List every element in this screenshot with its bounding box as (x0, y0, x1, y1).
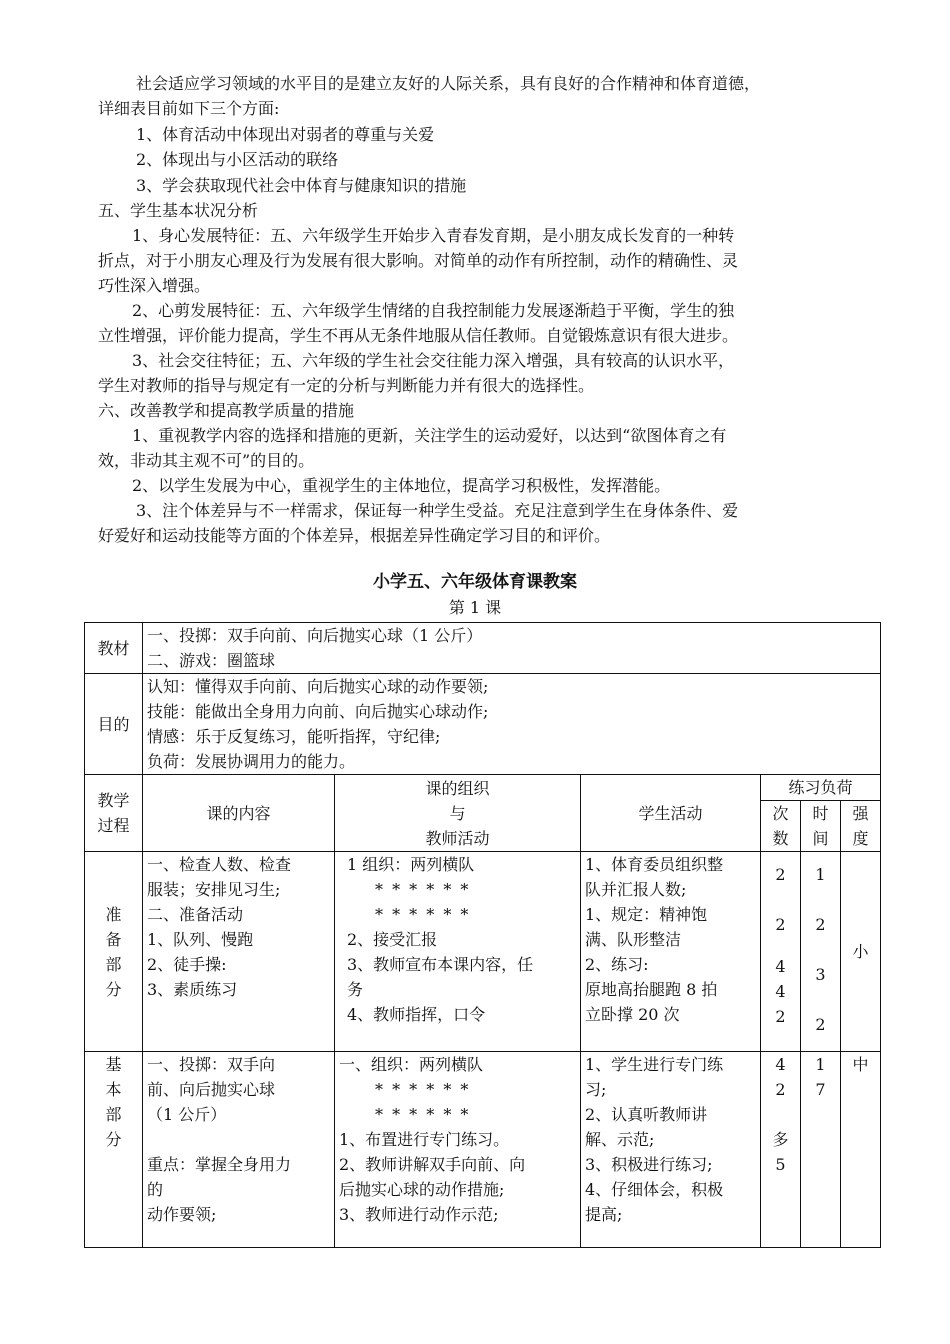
header-process-line: 教学 (97, 791, 130, 810)
material-cell (143, 623, 881, 674)
header-intensity (841, 801, 881, 852)
header-time-line: 间 (812, 829, 829, 848)
prep-count-value: 2 (775, 915, 786, 934)
header-student: 学生活动 (581, 775, 761, 852)
lesson-plan-table (84, 622, 881, 1248)
goal-row (85, 674, 881, 775)
prep-row (85, 852, 881, 1052)
section5-p1-line-1: 1、身心发展特征：五、六年级学生开始步入青春发育期，是小朋友成长发育的一种转 (132, 226, 735, 245)
section5-p2-line-2: 立性增强，评价能力提高，学生不再从无条件地服从信任教师。自觉锻炼意识有很大进步。 (98, 326, 739, 345)
basic-formation-row: * * * * * * (375, 1080, 471, 1099)
basic-count-value: 多 (772, 1130, 789, 1149)
basic-student-line: 习; (585, 1080, 607, 1099)
basic-count-value: 4 (775, 1055, 786, 1074)
goal-line: 情感：乐于反复练习，能听指挥，守纪律; (147, 727, 441, 746)
prep-student-line: 立卧撑 20 次 (585, 1005, 680, 1024)
basic-label-char: 基 (105, 1055, 122, 1074)
prep-student-line: 1、规定：精神饱 (585, 905, 708, 924)
prep-content-line: 2、徒手操: (147, 955, 227, 974)
prep-student-line: 1、体育委员组织整 (585, 855, 724, 874)
header-content: 课的内容 (143, 775, 335, 852)
header-organization-line: 教师活动 (425, 828, 490, 848)
prep-label-char: 分 (105, 979, 122, 999)
basic-student-line: 3、积极进行练习; (585, 1155, 713, 1174)
basic-content (143, 1052, 335, 1248)
prep-student (581, 852, 761, 1052)
prep-content-line: 二、准备活动 (147, 905, 244, 924)
section6-p2-line-1: 2、以学生发展为中心，重视学生的主体地位，提高学习积极性，发挥潜能。 (132, 476, 671, 495)
basic-time (801, 1052, 841, 1248)
prep-time (801, 852, 841, 1052)
header-count-line: 数 (772, 829, 789, 848)
basic-count-value: 5 (775, 1155, 786, 1174)
section6-heading: 六、改善教学和提高教学质量的措施 (98, 401, 355, 420)
header-process (85, 775, 143, 852)
section5-p2-line-1: 2、心剪发展特征：五、六年级学生情绪的自我控制能力发展逐渐趋于平衡，学生的独 (132, 301, 735, 320)
basic-student-line: 提高; (585, 1205, 623, 1224)
prep-content-line: 服装；安排见习生; (147, 880, 281, 899)
prep-org-line: 3、教师宣布本课内容，任 (347, 955, 534, 974)
section5-heading: 五、学生基本状况分析 (98, 201, 259, 220)
section5-p1-line-3: 巧性深入增强。 (98, 276, 211, 295)
basic-org-line: 后抛实心球的动作措施; (339, 1180, 505, 1199)
basic-count-value: 2 (775, 1080, 786, 1099)
header-row-1 (85, 775, 881, 801)
goal-line: 负荷：发展协调用力的能力。 (147, 752, 356, 771)
prep-intensity: 小 (841, 852, 881, 1052)
prep-count-value: 4 (775, 982, 786, 1001)
header-process-line: 过程 (97, 816, 130, 835)
section5-p3-line-1: 3、社会交往特征；五、六年级的学生社会交往能力深入增强，具有较高的认识水平， (132, 351, 735, 370)
basic-label (85, 1052, 143, 1248)
goal-cell (143, 674, 881, 775)
prep-student-line: 队并汇报人数; (585, 880, 687, 899)
lesson-number: 第 1 课 (448, 598, 502, 617)
prep-count-value: 2 (775, 1007, 786, 1026)
intro-item-1: 1、体育活动中体现出对弱者的尊重与关爱 (136, 125, 435, 144)
basic-time-value: 1 (815, 1055, 826, 1074)
prep-student-line: 2、练习: (585, 955, 649, 974)
section6-p3-line-1: 3、注个体差异与不一样需求，保证每一种学生受益。充足注意到学生在身体条件、爱 (136, 501, 739, 520)
prep-time-value: 2 (815, 1015, 826, 1034)
header-load: 练习负荷 (761, 775, 881, 801)
prep-student-line: 满、队形整洁 (585, 930, 682, 949)
basic-organization (335, 1052, 581, 1248)
basic-intensity: 中 (841, 1052, 881, 1248)
prep-content-line: 3、素质练习 (147, 980, 238, 999)
prep-label-char: 部 (105, 954, 122, 974)
basic-org-line: 3、教师进行动作示范; (339, 1205, 499, 1224)
material-label: 教材 (85, 623, 143, 674)
material-line: 二、游戏：圈篮球 (147, 651, 276, 670)
material-row (85, 623, 881, 674)
material-line: 一、投掷：双手向前、向后抛实心球（1 公斤） (147, 626, 483, 645)
prep-content-line: 1、队列、慢跑 (147, 930, 254, 949)
basic-content-line (147, 1127, 330, 1152)
basic-row (85, 1052, 881, 1248)
header-organization-line: 课的组织 (425, 778, 490, 798)
header-intensity-line: 度 (852, 829, 869, 848)
prep-student-line: 原地高抬腿跑 8 拍 (585, 980, 718, 999)
prep-label-char: 备 (105, 929, 122, 949)
prep-org-line: 2、接受汇报 (347, 930, 438, 949)
basic-content-line: 一、投掷：双手向 (147, 1055, 276, 1074)
basic-content-line: 前、向后抛实心球 (147, 1080, 276, 1099)
goal-line: 认知：懂得双手向前、向后抛实心球的动作要领; (147, 677, 489, 696)
header-time (801, 801, 841, 852)
header-intensity-line: 强 (852, 804, 869, 823)
prep-org-line: 1 组织：两列横队 (347, 855, 475, 874)
header-organization (335, 775, 581, 852)
basic-student-line: 2、认真听教师讲 (585, 1105, 708, 1124)
prep-time-value: 1 (815, 865, 826, 884)
header-count (761, 801, 801, 852)
basic-count-value (765, 1102, 796, 1127)
prep-formation-row: * * * * * * (375, 905, 471, 924)
prep-content-line: 一、检查人数、检查 (147, 855, 292, 874)
intro-item-2: 2、体现出与小区活动的联络 (136, 150, 339, 169)
prep-time-value: 2 (815, 915, 826, 934)
basic-org-line: 2、教师讲解双手向前、向 (339, 1155, 526, 1174)
lesson-plan-title: 小学五、六年级体育课教案 (373, 572, 577, 592)
basic-content-line: 重点：掌握全身用力 (147, 1155, 292, 1174)
prep-org-line: 4、教师指挥，口令 (347, 1005, 486, 1024)
basic-student-line: 1、学生进行专门练 (585, 1055, 724, 1074)
header-count-line: 次 (772, 804, 789, 823)
basic-formation-row: * * * * * * (375, 1105, 471, 1124)
intro-line-1: 社会适应学习领域的水平目的是建立友好的人际关系，具有良好的合作精神和体育道德， (136, 74, 761, 93)
basic-label-char: 分 (105, 1130, 122, 1149)
basic-org-line: 1、布置进行专门练习。 (339, 1130, 510, 1149)
section6-p1-line-2: 效，非动其主观不可”的目的。 (98, 451, 315, 470)
basic-content-line: （1 公斤） (147, 1105, 227, 1124)
basic-label-char: 本 (105, 1080, 122, 1099)
basic-student (581, 1052, 761, 1248)
prep-formation-row: * * * * * * (375, 880, 471, 899)
goal-line: 技能：能做出全身用力向前、向后抛实心球动作; (147, 702, 489, 721)
prep-label-char: 准 (105, 904, 122, 924)
prep-label (85, 852, 143, 1052)
header-organization-line: 与 (449, 803, 466, 823)
intro-line-2: 详细表目前如下三个方面: (98, 99, 280, 118)
basic-time-value: 7 (815, 1080, 826, 1099)
basic-content-line: 动作要领; (147, 1205, 217, 1224)
intro-item-3: 3、学会获取现代社会中体育与健康知识的措施 (136, 176, 467, 195)
prep-content (143, 852, 335, 1052)
prep-count-value: 4 (775, 957, 786, 976)
prep-count (761, 852, 801, 1052)
section6-p3-line-2: 好爱好和运动技能等方面的个体差异，根据差异性确定学习目的和评价。 (98, 526, 611, 545)
basic-org-line: 一、组织：两列横队 (339, 1055, 484, 1074)
prep-count-value: 2 (775, 865, 786, 884)
section6-p1-line-1: 1、重视教学内容的选择和措施的更新，关注学生的运动爱好，以达到“欲图体育之有 (132, 426, 727, 445)
prep-organization (335, 852, 581, 1052)
section5-p1-line-2: 折点，对于小朋友心理及行为发展有很大影响。对简单的动作有所控制，动作的精确性、灵 (98, 251, 739, 270)
basic-student-line: 4、仔细体会，积极 (585, 1180, 724, 1199)
goal-label: 目的 (85, 674, 143, 775)
prep-time-value: 3 (815, 965, 826, 984)
basic-count (761, 1052, 801, 1248)
basic-label-char: 部 (105, 1105, 122, 1124)
prep-org-line: 务 (347, 980, 364, 999)
basic-student-line: 解、示范; (585, 1130, 655, 1149)
header-time-line: 时 (812, 804, 829, 823)
section5-p3-line-2: 学生对教师的指导与规定有一定的分析与判断能力并有很大的选择性。 (98, 376, 595, 395)
basic-content-line: 的 (147, 1180, 164, 1199)
